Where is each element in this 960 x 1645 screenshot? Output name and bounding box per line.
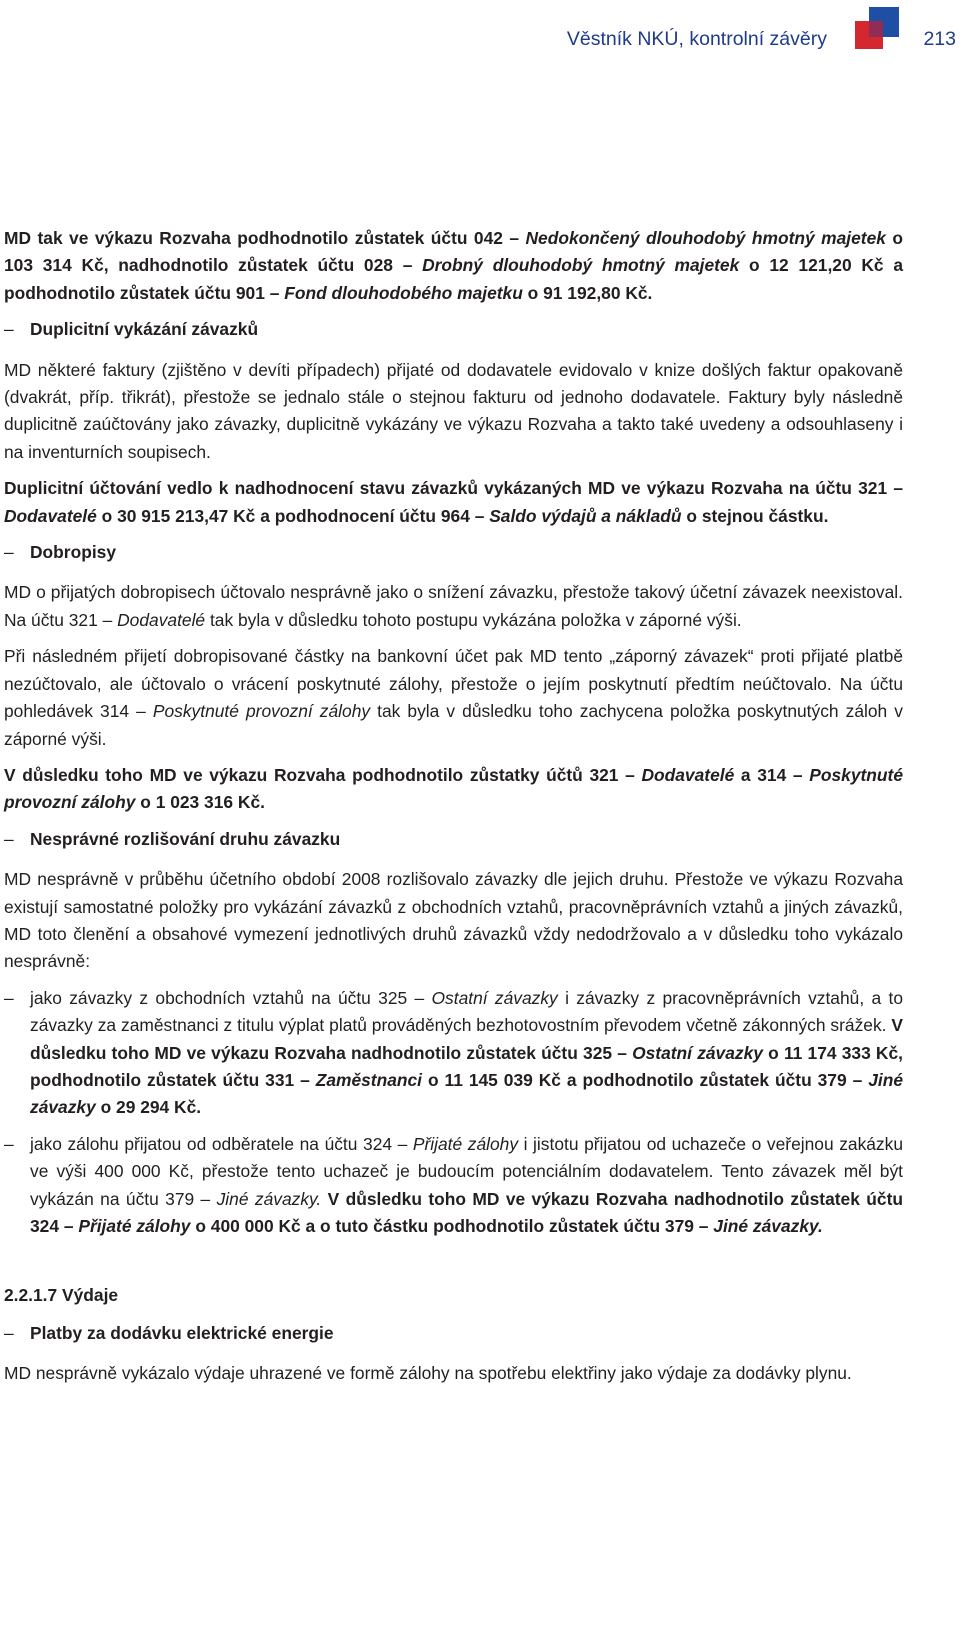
text: o 11 174 333 Kč, podhodnotilo zůstatek účtu 331 – xyxy=(30,1042,903,1090)
subheading-text: Platby za dodávku elektrické energie xyxy=(30,1322,334,1343)
paragraph-electricity: MD nesprávně vykázalo výdaje uhrazené ve formě zálohy na spotřebu elektřiny jako výdaje za dodávky plynu. xyxy=(4,1363,852,1384)
list-item xyxy=(4,1131,903,1241)
paragraph-duplicate-invoices: MD některé faktury (zjištěno v devíti případech) přijaté od dodavatele evidovalo v knize došlých faktur opakovaně (dvakrát, příp. třikrát), přestože se jednalo stále o stejnou fakturu od jednoho dodavatele. Faktury byly následně duplicitně zaúčtovány jako závazky, duplicitně vykázány ve výkazu Rozvaha a takto také uvedeny a odsouhlaseny i na inventurních soupisech. xyxy=(4,359,903,462)
text: o 400 000 Kč a o tuto částku podhodnotilo zůstatek účtu 379 – xyxy=(190,1216,714,1236)
text: Při následném přijetí dobropisované částky na bankovní účet pak MD tento „záporný závazek“ proti přijaté platbě nezúčtovalo, ale účtovalo o vrácení poskytnuté zálohy, přestože o jejím poskytnutí předtím neúčtovalo. Na účtu pohledávek 314 – xyxy=(4,646,903,722)
text: jako závazky z obchodních vztahů na účtu 325 – xyxy=(30,987,432,1008)
subheading-text: Nesprávné rozlišování druhu závazku xyxy=(30,828,341,849)
dash-bullet: – xyxy=(4,319,14,340)
logo-overlap-square xyxy=(869,21,883,37)
paragraph-duplicate-conclusion xyxy=(4,475,903,530)
text: i závazky z pracovněprávních vztahů, a to závazky za zaměstnanci z titulu výplat platů prováděných bezhotovostním převodem včetně zákonných srážek. xyxy=(30,987,903,1036)
paragraph-credit-conclusion xyxy=(4,762,903,817)
nku-logo-icon xyxy=(855,7,901,51)
text: o 12 121,20 Kč a podhodnotilo zůstatek účtu 901 – xyxy=(4,255,904,303)
dash-bullet: – xyxy=(4,1133,14,1154)
text: i jistotu přijatou od uchazeče o veřejnou zakázku ve výši 400 000 Kč, přestože tento uchazeč je budoucím potenciálním dodavatelem. Tento závazek měl být vykázán na účtu 379 – xyxy=(30,1133,903,1209)
text: a 314 – xyxy=(734,764,810,785)
subheading-liability-types xyxy=(4,826,903,853)
spacer xyxy=(4,1249,903,1282)
account-name: Saldo výdajů a nákladů xyxy=(489,505,682,526)
paragraph-liability-types: MD nesprávně v průběhu účetního období 2008 rozlišovalo závazky dle jejich druhu. Přestože ve výkazu Rozvaha existují samostatné položky pro vykázání závazků z obchodních vztahů, pracovněprávních vztahů a jiných závazků, MD toto členění a obsahové vymezení jednotlivých druhů závazků vždy nedodržovalo a v důsledku toho vykázalo nesprávně: xyxy=(4,869,903,972)
paragraph-bank-receipt xyxy=(4,643,903,753)
text: o 11 145 039 Kč a podhodnotilo zůstatek účtu 379 – xyxy=(422,1069,869,1090)
text: o 103 314 Kč, nadhodnotilo zůstatek účtu 028 – xyxy=(4,228,903,276)
dash-bullet: – xyxy=(4,1322,14,1343)
dash-bullet: – xyxy=(4,828,14,849)
account-name: Zaměstnanci xyxy=(315,1069,423,1090)
page-number: 213 xyxy=(923,28,956,50)
text: MD tak ve výkazu Rozvaha podhodnotilo zůstatek účtu 042 – xyxy=(4,228,526,248)
account-name: Jiné závazky. xyxy=(216,1188,322,1209)
text: MD o přijatých dobropisech účtovalo nesprávně jako o snížení závazku, přestože takový účetní závazek neexistoval. Na účtu 321 – xyxy=(4,582,903,630)
dash-bullet: – xyxy=(4,987,14,1008)
paragraph-overvaluation xyxy=(4,225,903,307)
text: V důsledku toho MD ve výkazu Rozvaha nadhodnotilo zůstatek účtu 325 – xyxy=(30,1015,903,1063)
text: tak byla v důsledku tohoto postupu vykázána položka v záporné výši. xyxy=(205,609,742,630)
account-name: Fond dlouhodobého majetku xyxy=(284,282,523,303)
list-item-text xyxy=(30,985,903,1122)
account-name: Nedokončený dlouhodobý hmotný majetek xyxy=(525,228,886,248)
text: o 1 023 316 Kč. xyxy=(135,792,265,813)
subheading-electricity xyxy=(4,1320,903,1347)
subheading-text: Dobropisy xyxy=(30,542,116,563)
list-item xyxy=(4,985,903,1122)
list-item-text xyxy=(30,1131,903,1241)
text: V důsledku toho MD ve výkazu Rozvaha podhodnotilo zůstatky účtů 321 – xyxy=(4,764,642,785)
account-name: Poskytnuté provozní zálohy xyxy=(152,701,371,722)
text: o stejnou částku. xyxy=(681,505,829,526)
account-name: Přijaté zálohy xyxy=(412,1133,519,1154)
account-name: Přijaté zálohy xyxy=(78,1216,191,1236)
subheading-duplicate-liabilities xyxy=(4,316,903,343)
text: o 29 294 Kč. xyxy=(95,1097,202,1118)
journal-title: Věstník NKÚ, kontrolní závěry xyxy=(566,28,827,50)
paragraph-credit-notes xyxy=(4,579,903,634)
document-body xyxy=(4,225,903,1397)
section-heading: 2.2.1.7 Výdaje xyxy=(4,1285,119,1306)
account-name: Drobný dlouhodobý hmotný majetek xyxy=(422,255,740,276)
account-name: Ostatní závazky xyxy=(431,987,558,1008)
account-name: Jiné závazky. xyxy=(713,1216,823,1236)
account-name: Jiné závazky xyxy=(30,1069,903,1118)
subheading-text: Duplicitní vykázání závazků xyxy=(30,319,259,340)
account-name: Dodavatelé xyxy=(4,505,97,526)
subheading-credit-notes xyxy=(4,539,903,566)
dash-bullet: – xyxy=(4,542,14,563)
text: Duplicitní účtování vedlo k nadhodnocení stavu závazků vykázaných MD ve výkazu Rozvaha na účtu 321 – xyxy=(4,478,903,499)
account-name: Dodavatelé xyxy=(641,764,735,785)
account-name: Dodavatelé xyxy=(117,609,206,630)
text: jako zálohu přijatou od odběratele na účtu 324 – xyxy=(30,1133,413,1154)
text: V důsledku toho MD ve výkazu Rozvaha nadhodnotilo zůstatek účtu 324 – xyxy=(30,1188,903,1236)
account-name: Poskytnuté provozní zálohy xyxy=(4,764,903,813)
text: o 91 192,80 Kč. xyxy=(522,282,653,303)
text: tak byla v důsledku toho zachycena položka poskytnutých záloh v záporné výši. xyxy=(4,701,903,749)
account-name: Ostatní závazky xyxy=(632,1042,763,1063)
text: o 30 915 213,47 Kč a podhodnocení účtu 964 – xyxy=(96,505,490,526)
